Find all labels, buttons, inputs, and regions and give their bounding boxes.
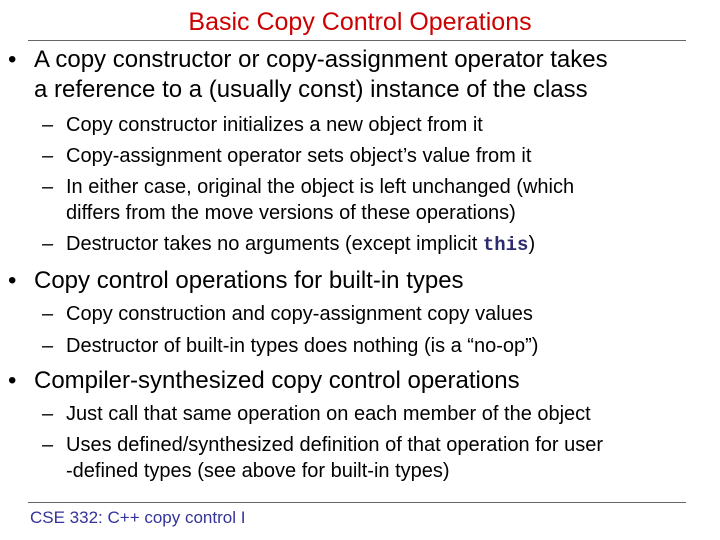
slide-footer: CSE 332: C++ copy control I (30, 508, 246, 527)
dash-marker: – (42, 434, 54, 456)
dash-marker: – (42, 303, 54, 325)
sub-bullet-text: Uses defined/synthesized definition of that operation for user (66, 434, 603, 456)
sub-bullet-text: Copy constructor initializes a new object from it (66, 114, 483, 136)
slide-title: Basic Copy Control Operations (188, 8, 532, 36)
dash-marker: – (42, 145, 54, 167)
sub-bullet-text: In either case, original the object is left unchanged (which (66, 176, 575, 198)
bullet-3-line-1: Compiler-synthesized copy control operations (34, 367, 520, 394)
sub-bullet-text-continued: -defined types (see above for built-in types) (66, 460, 450, 482)
sub-bullet-text-prefix: Destructor takes no arguments (except implicit (66, 233, 483, 255)
bullet-marker: • (8, 267, 17, 294)
sub-bullet-text (66, 231, 535, 258)
code-keyword-this: this (482, 234, 529, 256)
title-rule (28, 40, 686, 41)
footer-rule (28, 502, 686, 503)
sub-bullet-text-suffix: ) (528, 233, 536, 255)
sub-bullet-text-continued: differs from the move versions of these operations) (66, 202, 516, 224)
sub-bullet-text: Copy-assignment operator sets object’s value from it (66, 145, 532, 167)
dash-marker: – (42, 403, 54, 425)
dash-marker: – (42, 176, 54, 198)
sub-bullet-text: Destructor of built-in types does nothing (is a “no-op”) (66, 335, 539, 357)
bullet-marker: • (8, 46, 17, 73)
sub-bullet-text: Copy construction and copy-assignment copy values (66, 303, 533, 325)
bullet-2-line-1: Copy control operations for built-in types (34, 267, 464, 294)
dash-marker: – (42, 233, 54, 255)
dash-marker: – (42, 335, 54, 357)
bullet-marker: • (8, 367, 17, 394)
dash-marker: – (42, 114, 54, 136)
bullet-1-line-1: A copy constructor or copy-assignment operator takes (34, 46, 608, 73)
sub-bullet-text: Just call that same operation on each member of the object (66, 403, 591, 425)
bullet-1-line-2: a reference to a (usually const) instance of the class (34, 76, 588, 103)
